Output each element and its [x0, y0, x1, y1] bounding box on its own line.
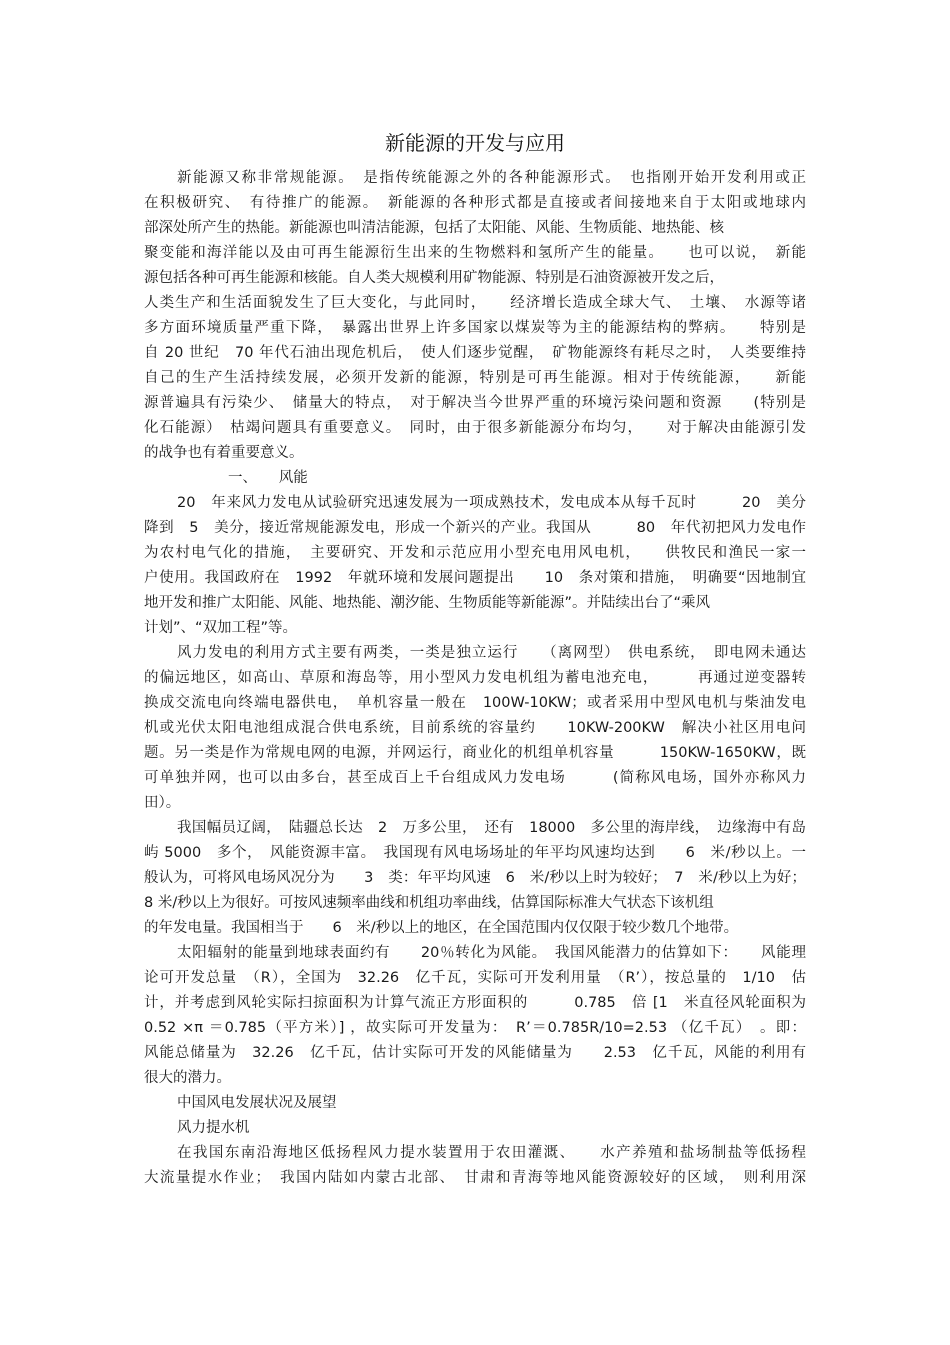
text-line: 的战争也有着重要意义。	[144, 445, 304, 461]
text-line: 中国风电发展状况及展望	[177, 1095, 337, 1111]
text-line: 论可开发总量 （R），全国为 32.26 亿千瓦，实际可开发利用量 （R’），按总量的 1/10 估	[144, 970, 806, 986]
text-line: 0.52 ×π ＝0.785（平方米）] ，故实际可开发量为： R’＝0.785R/10=2.53 （亿千瓦） 。即：	[144, 1020, 806, 1036]
text-line: 可单独并网，也可以由多台，甚至成百上千台组成风力发电场 (简称风电场，国外亦称风力	[144, 770, 806, 786]
text-line: 多方面环境质量严重下降， 暴露出世界上许多国家以煤炭等为主的能源结构的弊病。 特别是	[144, 320, 806, 336]
text-line: 我国幅员辽阔， 陆疆总长达 2 万多公里， 还有 18000 多公里的海岸线， 边缘海中有岛	[177, 820, 806, 836]
text-line: 地开发和推广太阳能、风能、地热能、潮汐能、生物质能等新能源”。并陆续出台了“乘风	[144, 595, 711, 611]
text-line: 新能源又称非常规能源。 是指传统能源之外的各种能源形式。 也指刚开始开发利用或正	[177, 170, 806, 186]
text-line: 的年发电量。我国相当于 6 米/秒以上的地区，在全国范围内仅仅限于较少数几个地带。	[144, 920, 739, 936]
text-line: 20 年来风力发电从试验研究迅速发展为一项成熟技术，发电成本从每千瓦时 20 美分	[177, 495, 806, 511]
text-line: 聚变能和海洋能以及由可再生能源衍生出来的生物燃料和氢所产生的能量。 也可以说， 新能	[144, 245, 806, 261]
text-line: 计划”、“双加工程”等。	[144, 620, 298, 636]
text-line: 源包括各种可再生能源和核能。自人类大规模利用矿物能源、特别是石油资源被开发之后，	[144, 270, 724, 286]
text-line: 计，并考虑到风轮实际扫掠面积为计算气流正方形面积的 0.785 倍 [1 米直径风轮面积为	[144, 995, 806, 1011]
document-body	[144, 166, 806, 1191]
text-line: 为农村电气化的措施， 主要研究、开发和示范应用小型充电用风电机， 供牧民和渔民一家一	[144, 545, 806, 561]
text-line: 田）。	[144, 795, 181, 811]
text-line: 风能总储量为 32.26 亿千瓦，估计实际可开发的风能储量为 2.53 亿千瓦，风能的利用有	[144, 1045, 806, 1061]
text-line: 人类生产和生活面貌发生了巨大变化，与此同时， 经济增长造成全球大气、 土壤、 水源等诸	[144, 295, 806, 311]
text-line: 自己的生产生活持续发展，必须开发新的能源，特别是可再生能源。相对于传统能源， 新能	[144, 370, 806, 386]
text-line: 风力发电的利用方式主要有两类，一类是独立运行 （离网型） 供电系统， 即电网未通达	[177, 645, 806, 661]
text-line: 源普遍具有污染少、 储量大的特点， 对于解决当今世界严重的环境污染问题和资源 (特别是	[144, 395, 806, 411]
text-line: 屿 5000 多个， 风能资源丰富。 我国现有风电场场址的年平均风速均达到 6 米/秒以上。一	[144, 845, 806, 861]
text-line: 般认为，可将风电场风况分为 3 类：年平均风速 6 米/秒以上时为较好； 7 米/秒以上为好；	[144, 870, 806, 886]
text-line: 很大的潜力。	[144, 1070, 231, 1086]
text-line: 机或光伏太阳电池组成混合供电系统，目前系统的容量约 10KW-200KW 解决小社区用电问	[144, 720, 806, 736]
text-line: 风力提水机	[177, 1120, 250, 1136]
text-line: 的偏远地区，如高山、草原和海岛等，用小型风力发电机组为蓄电池充电， 再通过逆变器转	[144, 670, 806, 686]
text-line: 一、 风能	[228, 470, 308, 486]
text-line: 换成交流电向终端电器供电， 单机容量一般在 100W-10KW；或者采用中型风电机与柴油发电	[144, 695, 806, 711]
text-line: 8 米/秒以上为很好。可按风速频率曲线和机组功率曲线，估算国际标准大气状态下该机组	[144, 895, 714, 911]
text-line: 降到 5 美分，接近常规能源发电，形成一个新兴的产业。我国从 80 年代初把风力发电作	[144, 520, 806, 536]
text-line: 大流量提水作业； 我国内陆如内蒙古北部、 甘肃和青海等地风能资源较好的区域， 则利用深	[144, 1170, 806, 1186]
text-line: 自 20 世纪 70 年代石油出现危机后， 使人们逐步觉醒， 矿物能源终有耗尽之时， 人类要维持	[144, 345, 806, 361]
text-line: 部深处所产生的热能。新能源也叫清洁能源，包括了太阳能、风能、生物质能、地热能、核	[144, 220, 724, 236]
text-line: 在我国东南沿海地区低扬程风力提水装置用于农田灌溉、 水产养殖和盐场制盐等低扬程	[177, 1145, 806, 1161]
text-line: 化石能源） 枯竭问题具有重要意义。 同时，由于很多新能源分布均匀， 对于解决由能源引发	[144, 420, 806, 436]
text-line: 题。另一类是作为常规电网的电源，并网运行，商业化的机组单机容量 150KW-1650KW，既	[144, 745, 806, 761]
document-title: 新能源的开发与应用	[385, 131, 565, 155]
text-line: 太阳辐射的能量到地球表面约有 20％转化为风能。 我国风能潜力的估算如下： 风能理	[177, 945, 806, 961]
text-line: 在积极研究、 有待推广的能源。 新能源的各种形式都是直接或者间接地来自于太阳或地球内	[144, 195, 806, 211]
text-line: 户使用。我国政府在 1992 年就环境和发展问题提出 10 条对策和措施， 明确要“因地制宜	[144, 570, 806, 586]
